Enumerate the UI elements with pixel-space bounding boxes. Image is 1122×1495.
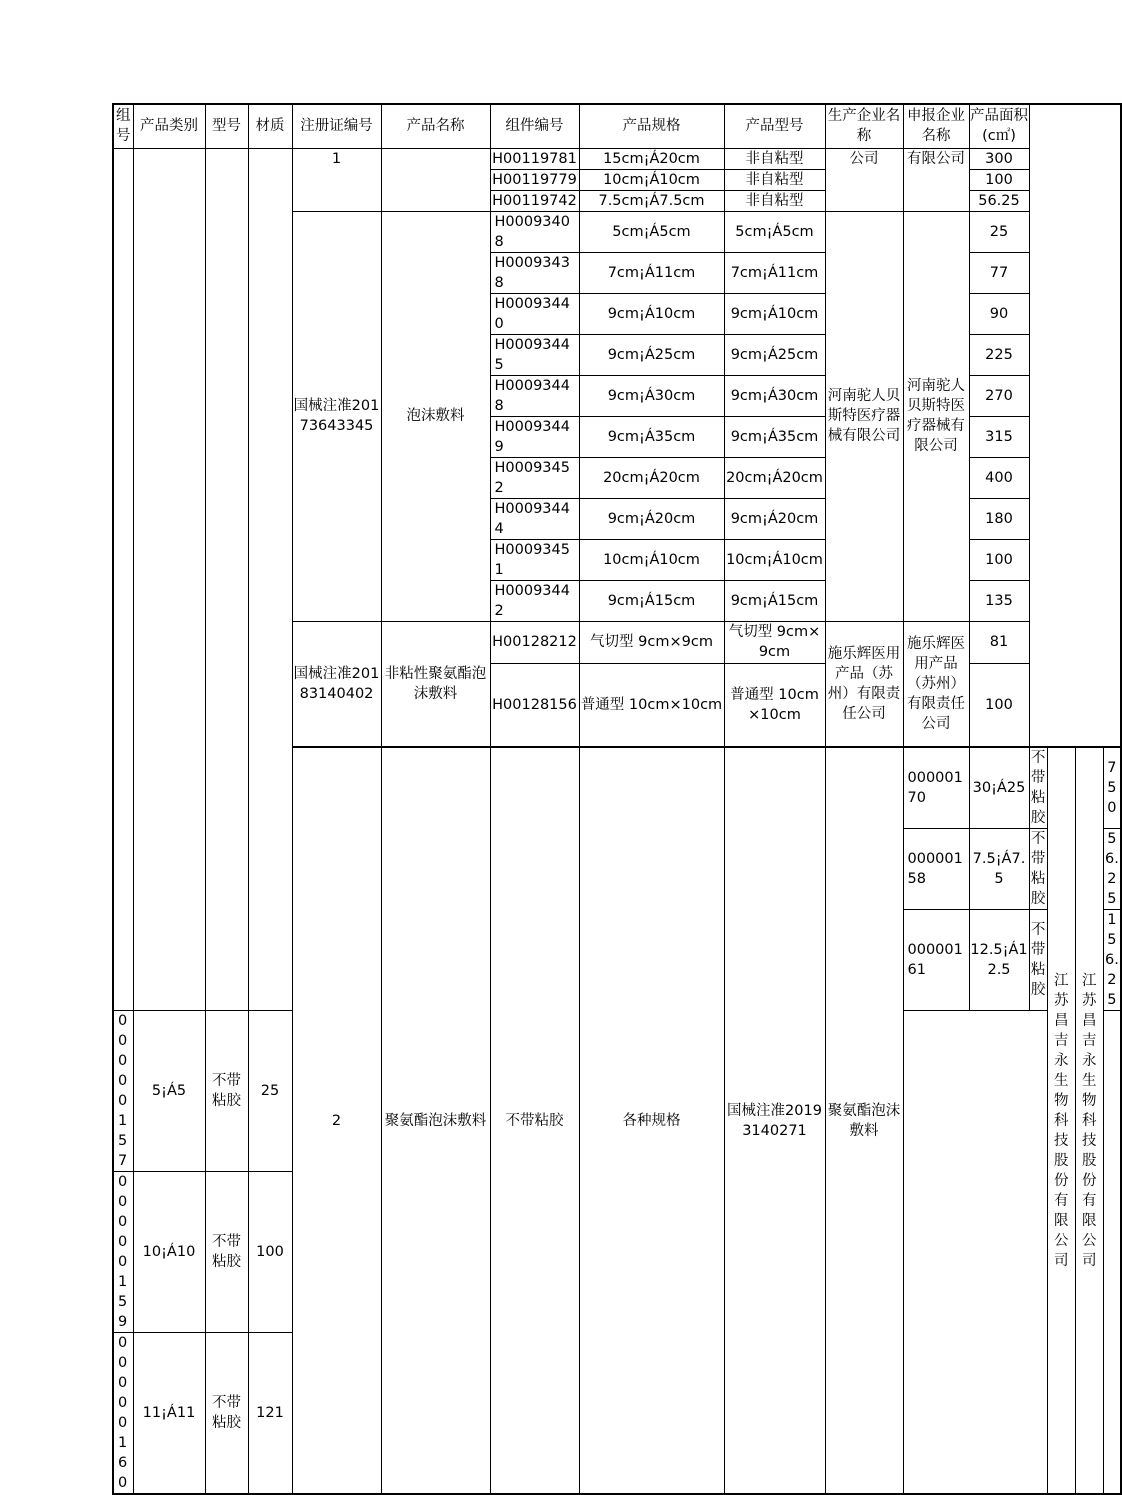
product-model-cell: 9cm¡Á35cm [724, 416, 825, 457]
table-row [113, 148, 1121, 169]
area-cell: 180 [969, 498, 1029, 539]
component-no-cell: H00119742 [490, 190, 579, 211]
reg-no-cell: 国械注准20173643345 [292, 211, 381, 621]
reg-no-cell: 1 [292, 148, 381, 211]
model-cell: 不带粘胶 [490, 747, 579, 1494]
component-no-cell: H00128156 [490, 663, 579, 747]
area-cell: 56.25 [969, 190, 1029, 211]
area-cell: 225 [969, 334, 1029, 375]
area-cell: 25 [969, 211, 1029, 252]
header-area: 产品面积(c㎡) [969, 104, 1029, 148]
product-model-cell: 10cm¡Á10cm [724, 539, 825, 580]
applicant-cell: 有限公司 [903, 148, 969, 211]
product-model-cell: 非自粘型 [724, 190, 825, 211]
component-no-cell: H00119781 [490, 148, 579, 169]
product-model-cell: 不带粘胶 [205, 1011, 248, 1172]
product-model-cell: 不带粘胶 [1029, 910, 1047, 1011]
material-cell: 各种规格 [579, 747, 724, 1494]
spec-cell: 7.5¡Á7.5 [969, 829, 1029, 910]
spec-cell: 9cm¡Á10cm [579, 293, 724, 334]
header-component-no: 组件编号 [490, 104, 579, 148]
product-model-cell: 不带粘胶 [205, 1333, 248, 1495]
spec-cell: 7cm¡Á11cm [579, 252, 724, 293]
area-cell: 81 [969, 621, 1029, 663]
area-cell: 100 [969, 169, 1029, 190]
spec-cell: 5¡Á5 [133, 1011, 205, 1172]
area-cell: 100 [969, 539, 1029, 580]
spec-cell: 9cm¡Á30cm [579, 375, 724, 416]
spec-cell: 15cm¡Á20cm [579, 148, 724, 169]
area-cell: 56.25 [1103, 829, 1121, 910]
component-no-cell: H00093445 [490, 334, 579, 375]
spec-cell: 9cm¡Á15cm [579, 580, 724, 621]
group1-model-cell [205, 148, 248, 1011]
area-cell: 156.25 [1103, 910, 1121, 1011]
product-model-cell: 9cm¡Á15cm [724, 580, 825, 621]
product-model-cell: 普通型 10cm×10cm [724, 663, 825, 747]
component-no-cell: H00093452 [490, 457, 579, 498]
component-no-cell: H00093451 [490, 539, 579, 580]
spec-cell: 普通型 10cm×10cm [579, 663, 724, 747]
header-manufacturer: 生产企业名称 [825, 104, 903, 148]
applicant-cell: 河南驼人贝斯特医疗器械有限公司 [903, 211, 969, 621]
spec-cell: 10cm¡Á10cm [579, 169, 724, 190]
area-cell: 315 [969, 416, 1029, 457]
spec-cell: 9cm¡Á20cm [579, 498, 724, 539]
component-no-cell: 00000170 [903, 747, 969, 829]
applicant-cell: 施乐辉医用产品（苏州）有限责任公司 [903, 621, 969, 747]
area-cell: 135 [969, 580, 1029, 621]
reg-no-cell: 国械注准20193140271 [724, 747, 825, 1494]
product-model-cell: 9cm¡Á25cm [724, 334, 825, 375]
spec-cell: 20cm¡Á20cm [579, 457, 724, 498]
header-spec: 产品规格 [579, 104, 724, 148]
spec-cell: 9cm¡Á25cm [579, 334, 724, 375]
area-cell: 270 [969, 375, 1029, 416]
product-model-cell: 不带粘胶 [205, 1172, 248, 1333]
component-no-cell: H00128212 [490, 621, 579, 663]
header-group-no: 组号 [113, 104, 133, 148]
area-cell: 77 [969, 252, 1029, 293]
group1-no-cell [113, 148, 133, 1011]
product-table [112, 103, 1122, 1495]
spec-cell: 10¡Á10 [133, 1172, 205, 1333]
area-cell: 90 [969, 293, 1029, 334]
header-product-name: 产品名称 [381, 104, 490, 148]
product-model-cell: 9cm¡Á10cm [724, 293, 825, 334]
header-reg-no: 注册证编号 [292, 104, 381, 148]
group1-material-cell [248, 148, 292, 1011]
spec-cell: 10cm¡Á10cm [579, 539, 724, 580]
component-no-cell: H00093408 [490, 211, 579, 252]
product-name-cell: 非粘性聚氨酯泡沫敷料 [381, 621, 490, 747]
product-model-cell: 不带粘胶 [1029, 829, 1047, 910]
header-material: 材质 [248, 104, 292, 148]
component-no-cell: 00000159 [113, 1172, 133, 1333]
product-model-cell: 9cm¡Á30cm [724, 375, 825, 416]
header-product-model: 产品型号 [724, 104, 825, 148]
product-name-cell: 泡沫敷料 [381, 211, 490, 621]
spec-cell: 12.5¡Á12.5 [969, 910, 1029, 1011]
area-cell: 100 [248, 1172, 292, 1333]
component-no-cell: H00093448 [490, 375, 579, 416]
group-no-cell: 2 [292, 747, 381, 1494]
component-no-cell: H00093449 [490, 416, 579, 457]
spec-cell: 9cm¡Á35cm [579, 416, 724, 457]
spec-cell: 30¡Á25 [969, 747, 1029, 829]
manufacturer-cell: 江苏昌吉永生物科技股份有限公司 [1047, 747, 1075, 1494]
spec-cell: 5cm¡Á5cm [579, 211, 724, 252]
area-cell: 25 [248, 1011, 292, 1172]
product-name-cell [381, 148, 490, 211]
area-cell: 750 [1103, 747, 1121, 829]
product-name-cell: 聚氨酯泡沫敷料 [825, 747, 903, 1494]
component-no-cell: 00000160 [113, 1333, 133, 1495]
spec-cell: 气切型 9cm×9cm [579, 621, 724, 663]
area-cell: 121 [248, 1333, 292, 1495]
manufacturer-cell: 施乐辉医用产品（苏州）有限责任公司 [825, 621, 903, 747]
product-model-cell: 非自粘型 [724, 148, 825, 169]
header-applicant: 申报企业名称 [903, 104, 969, 148]
component-no-cell: 00000157 [113, 1011, 133, 1172]
component-no-cell: H00093442 [490, 580, 579, 621]
component-no-cell: 00000158 [903, 829, 969, 910]
product-model-cell: 非自粘型 [724, 169, 825, 190]
component-no-cell: 00000161 [903, 910, 969, 1011]
applicant-cell: 江苏昌吉永生物科技股份有限公司 [1075, 747, 1103, 1494]
component-no-cell: H00119779 [490, 169, 579, 190]
component-no-cell: H00093444 [490, 498, 579, 539]
area-cell: 300 [969, 148, 1029, 169]
manufacturer-cell: 河南驼人贝斯特医疗器械有限公司 [825, 211, 903, 621]
manufacturer-cell: 公司 [825, 148, 903, 211]
spec-cell: 7.5cm¡Á7.5cm [579, 190, 724, 211]
area-cell: 400 [969, 457, 1029, 498]
category-cell: 聚氨酯泡沫敷料 [381, 747, 490, 1494]
product-model-cell: 气切型 9cm×9cm [724, 621, 825, 663]
group1-category-cell [133, 148, 205, 1011]
reg-no-cell: 国械注准20183140402 [292, 621, 381, 747]
product-model-cell: 20cm¡Á20cm [724, 457, 825, 498]
component-no-cell: H00093438 [490, 252, 579, 293]
component-no-cell: H00093440 [490, 293, 579, 334]
product-model-cell: 7cm¡Á11cm [724, 252, 825, 293]
area-cell: 100 [969, 663, 1029, 747]
product-model-cell: 不带粘胶 [1029, 747, 1047, 829]
header-category: 产品类别 [133, 104, 205, 148]
spec-cell: 11¡Á11 [133, 1333, 205, 1495]
header-model: 型号 [205, 104, 248, 148]
product-model-cell: 9cm¡Á20cm [724, 498, 825, 539]
product-model-cell: 5cm¡Á5cm [724, 211, 825, 252]
